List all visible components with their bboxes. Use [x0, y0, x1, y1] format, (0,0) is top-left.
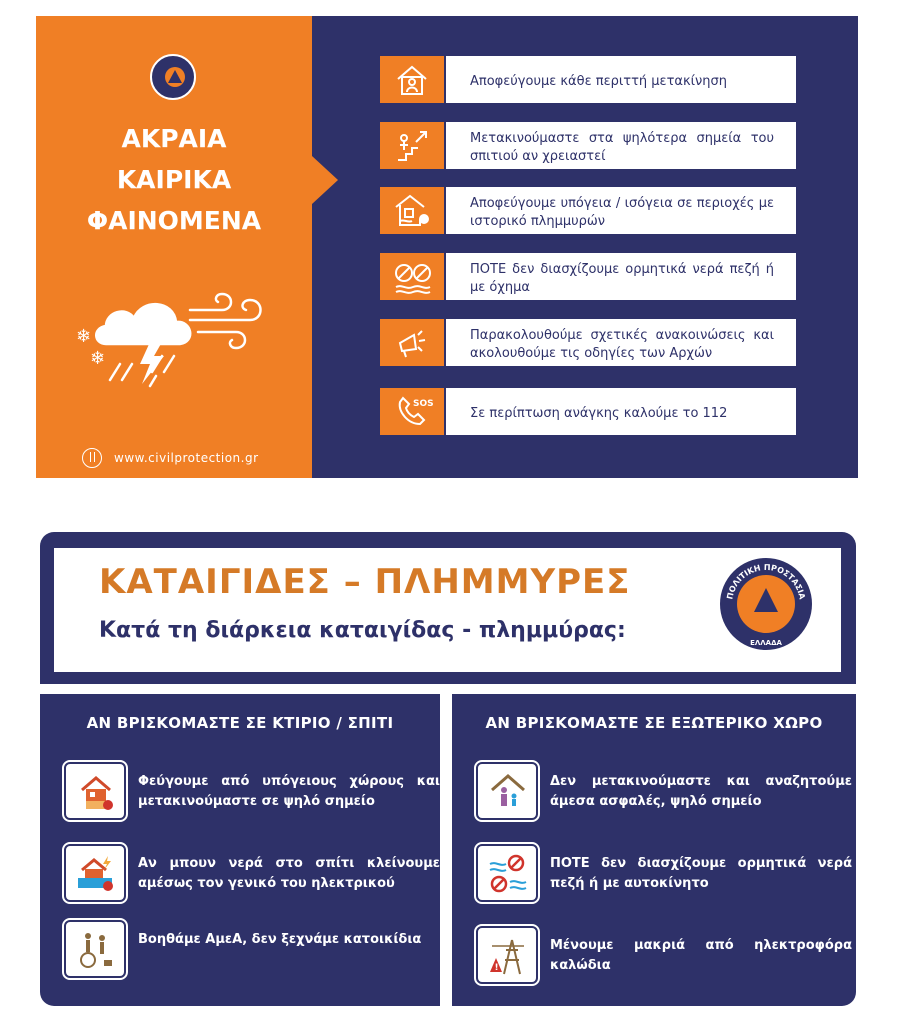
tip-row — [380, 253, 796, 300]
outdoor-column-title: ΑΝ ΒΡΙΣΚΟΜΑΣΤΕ ΣΕ ΕΞΩΤΕΡΙΚΟ ΧΩΡΟ — [485, 714, 823, 732]
indoor-column-title: ΑΝ ΒΡΙΣΚΟΜΑΣΤΕ ΣΕ ΚΤΙΡΙΟ / ΣΠΙΤΙ — [86, 714, 394, 732]
indoor-item — [64, 762, 440, 822]
civil-protection-logo — [150, 54, 196, 100]
banner-title-line-1: ΑΚΡΑΙΑ — [121, 124, 227, 153]
svg-text:SOS: SOS — [413, 399, 434, 409]
house-person-icon — [380, 56, 444, 103]
indoor-item — [64, 920, 424, 980]
storms-floods-title: ΚΑΤΑΙΓΙΔΕΣ – ΠΛΗΜΜΥΡΕΣ — [99, 562, 631, 602]
storms-floods-header — [54, 548, 841, 672]
banner-title-line-3: ΦΑΙΝΟΜΕΝΑ — [86, 206, 262, 235]
banner-arrow — [312, 156, 338, 204]
indoor-item-text: Αν μπουν νερά στο σπίτι κλείνουμε αμέσως τον γενικό του ηλεκτρικού — [138, 856, 440, 891]
info-person-icon — [82, 448, 102, 468]
svg-text:ΕΛΛΑΔΑ: ΕΛΛΑΔΑ — [750, 639, 782, 647]
tip-row — [380, 56, 796, 103]
storms-floods-subtitle: Κατά τη διάρκεια καταιγίδας - πλημμύρας: — [99, 618, 626, 643]
outdoor-item-text: Δεν μετακινούμαστε και αναζητούμε άμεσα ασφαλές, ψηλό σημείο — [550, 774, 852, 809]
tip-text: Παρακολουθούμε σχετικές ανακοινώσεις και ακολουθούμε τις οδηγίες των Αρχών — [446, 319, 796, 366]
no-crossing-water-icon — [380, 253, 444, 300]
house-basement-icon — [64, 762, 126, 820]
tip-text: Μετακινούμαστε στα ψηλότερα σημεία του σπιτιού αν χρειαστεί — [446, 122, 796, 169]
svg-text:❄: ❄ — [90, 348, 106, 369]
website-text: www.civilprotection.gr — [114, 451, 259, 465]
tip-text: Αποφεύγουμε υπόγεια / ισόγεια σε περιοχές με ιστορικό πλημμυρών — [446, 187, 796, 234]
outdoor-column — [452, 694, 856, 1006]
outdoor-item — [476, 844, 852, 904]
banner-title-line-2: ΚΑΙΡΙΚΑ — [116, 165, 232, 194]
tip-row — [380, 388, 796, 435]
tip-text: Αποφεύγουμε κάθε περιττή μετακίνηση — [446, 56, 796, 103]
tip-row — [380, 122, 796, 169]
flooded-basement-icon — [380, 187, 444, 234]
storm-cloud-wind-snow-icon — [72, 284, 272, 398]
svg-text:❄: ❄ — [76, 326, 92, 347]
outdoor-item-text: ΠΟΤΕ δεν διασχίζουμε ορμητικά νερά πεζή ή με αυτοκίνητο — [550, 856, 852, 891]
stairs-up-icon — [380, 122, 444, 169]
tip-row — [380, 187, 796, 234]
power-line-warning-icon — [476, 926, 538, 984]
megaphone-icon — [380, 319, 444, 366]
website-link[interactable] — [82, 448, 259, 468]
civil-protection-logo-large — [720, 558, 812, 650]
tip-text: ΠΟΤΕ δεν διασχίζουμε ορμητικά νερά πεζή ή με όχημα — [446, 253, 796, 300]
tip-row — [380, 319, 796, 366]
helping-disabled-pet-icon — [64, 920, 126, 978]
shelter-people-icon — [476, 762, 538, 820]
svg-text:ΠΟΛΙΤΙΚΗ ΠΡΟΣΤΑΣΙΑ: ΠΟΛΙΤΙΚΗ ΠΡΟΣΤΑΣΙΑ — [725, 562, 807, 601]
outdoor-item — [476, 926, 852, 986]
extreme-weather-banner — [36, 16, 858, 478]
indoor-item-text: Βοηθάμε ΑμεΑ, δεν ξεχνάμε κατοικίδια — [138, 932, 422, 947]
svg-text:!: ! — [494, 963, 499, 973]
banner-title — [36, 118, 312, 241]
flooded-house-power-icon — [64, 844, 126, 902]
outdoor-item-text: Μένουμε μακριά από ηλεκτροφόρα καλώδια — [550, 938, 852, 973]
indoor-item — [64, 844, 440, 904]
no-walking-driving-water-icon — [476, 844, 538, 902]
indoor-column — [40, 694, 440, 1006]
sos-phone-icon — [380, 388, 444, 435]
banner-orange-panel — [36, 16, 312, 478]
indoor-item-text: Φεύγουμε από υπόγειους χώρους και μετακινούμαστε σε ψηλό σημείο — [138, 774, 440, 809]
outdoor-item — [476, 762, 852, 822]
tip-text: Σε περίπτωση ανάγκης καλούμε το 112 — [446, 388, 796, 435]
